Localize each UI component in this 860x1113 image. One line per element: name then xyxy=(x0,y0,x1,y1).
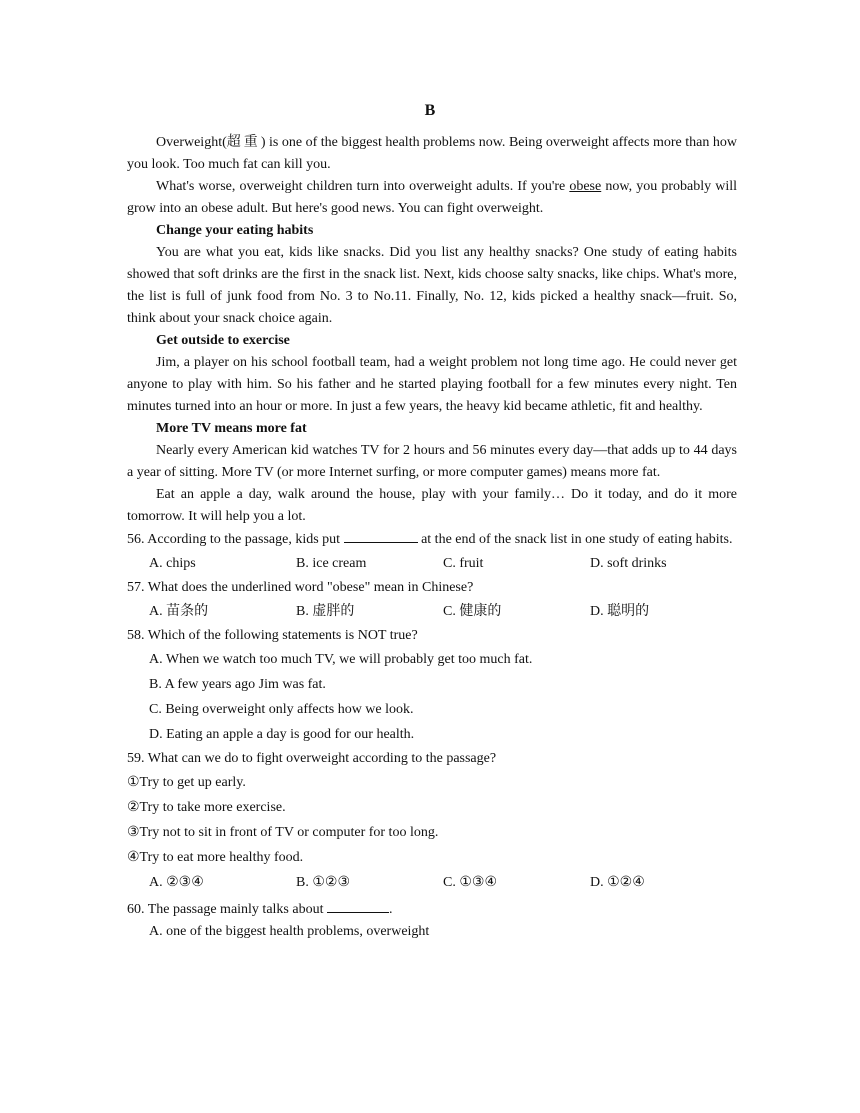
option-c: C. Being overweight only affects how we look. xyxy=(149,702,414,717)
question-57-options xyxy=(127,599,737,624)
question-56-options xyxy=(127,551,737,576)
paragraph-3: You are what you eat, kids like snacks. Did you list any healthy snacks? One study of eating habits showed that soft drinks are the first in the snack list. Next, kids choose salty snacks, like chips. What's more, the list is full of junk food from No. 3 to No.11. Finally, No. 12, kids picked a healthy snack—fruit. So, think about your snack choice again. xyxy=(127,245,737,326)
subheading-eating-habits: Change your eating habits xyxy=(156,223,314,238)
option-d: D. Eating an apple a day is good for our health. xyxy=(149,727,415,742)
text: What's worse, overweight children turn into overweight adults. If you're xyxy=(156,179,570,194)
option-d: D. 聪明的 xyxy=(590,603,650,619)
question-text: . xyxy=(388,902,393,917)
question-text: at the end of the snack list in one study of eating habits. xyxy=(417,532,733,547)
text: now, you probably will grow into an obese adult. But here's good news. You can fight overweight. xyxy=(127,179,737,216)
option-b: B. ice cream xyxy=(296,555,367,571)
option-c: C. fruit xyxy=(443,555,484,571)
option-a: A. chips xyxy=(149,555,196,571)
text: Overweight( xyxy=(156,135,227,150)
option-a: A. When we watch too much TV, we will probably get too much fat. xyxy=(149,652,533,667)
option-b: B. A few years ago Jim was fat. xyxy=(149,677,326,692)
option-d: D. soft drinks xyxy=(590,555,667,571)
subheading-tv: More TV means more fat xyxy=(156,421,307,436)
paragraph-4: Jim, a player on his school football team, had a weight problem not long time ago. He could never get anyone to play with him. So his father and he started playing football for a few minutes every night. Ten minutes turned into an hour or more. In just a few years, the heavy kid became athletic, fit and healthy. xyxy=(127,355,737,414)
option-b: B. 虚胖的 xyxy=(296,603,355,619)
option-a: A. ②③④ xyxy=(149,874,204,890)
answer-blank xyxy=(327,898,389,913)
paragraph-2 xyxy=(127,176,737,220)
option-a: A. one of the biggest health problems, overweight xyxy=(149,924,430,939)
question-text: 60. The passage mainly talks about xyxy=(127,902,327,917)
section-title: B xyxy=(424,102,436,119)
paragraph-1 xyxy=(127,132,737,176)
underlined-word: obese xyxy=(569,179,602,194)
option-a: A. 苗条的 xyxy=(149,603,209,619)
paragraph-6: Eat an apple a day, walk around the house, play with your family… Do it today, and do it more tomorrow. It will help you a lot. xyxy=(127,487,737,524)
question-60 xyxy=(127,898,737,921)
question-text: 56. According to the passage, kids put xyxy=(127,532,344,547)
paragraph-5: Nearly every American kid watches TV for 2 hours and 56 minutes every day—that adds up to 44 days a year of sitting. More TV (or more Internet surfing, or more computer games) means more fat. xyxy=(127,443,737,480)
statement-3: ③Try not to sit in front of TV or computer for too long. xyxy=(127,825,439,840)
option-d: D. ①②④ xyxy=(590,874,645,890)
question-56 xyxy=(127,528,737,551)
statement-1: ①Try to get up early. xyxy=(127,775,246,790)
option-c: C. 健康的 xyxy=(443,603,502,619)
option-b: B. ①②③ xyxy=(296,874,350,890)
question-58: 58. Which of the following statements is NOT true? xyxy=(127,628,418,643)
statement-2: ②Try to take more exercise. xyxy=(127,800,286,815)
option-c: C. ①③④ xyxy=(443,874,497,890)
chinese-gloss: 超重 xyxy=(226,135,261,150)
question-59: 59. What can we do to fight overweight according to the passage? xyxy=(127,751,497,766)
statement-4: ④Try to eat more healthy food. xyxy=(127,850,304,865)
text: ) is one of the biggest health problems now. Being overweight affects more than how you look. Too much fat can kill you. xyxy=(127,135,737,172)
answer-blank xyxy=(344,528,418,543)
question-59-options xyxy=(127,870,737,895)
question-57: 57. What does the underlined word "obese" mean in Chinese? xyxy=(127,580,474,595)
subheading-exercise: Get outside to exercise xyxy=(156,333,290,348)
passage-body xyxy=(127,132,737,943)
